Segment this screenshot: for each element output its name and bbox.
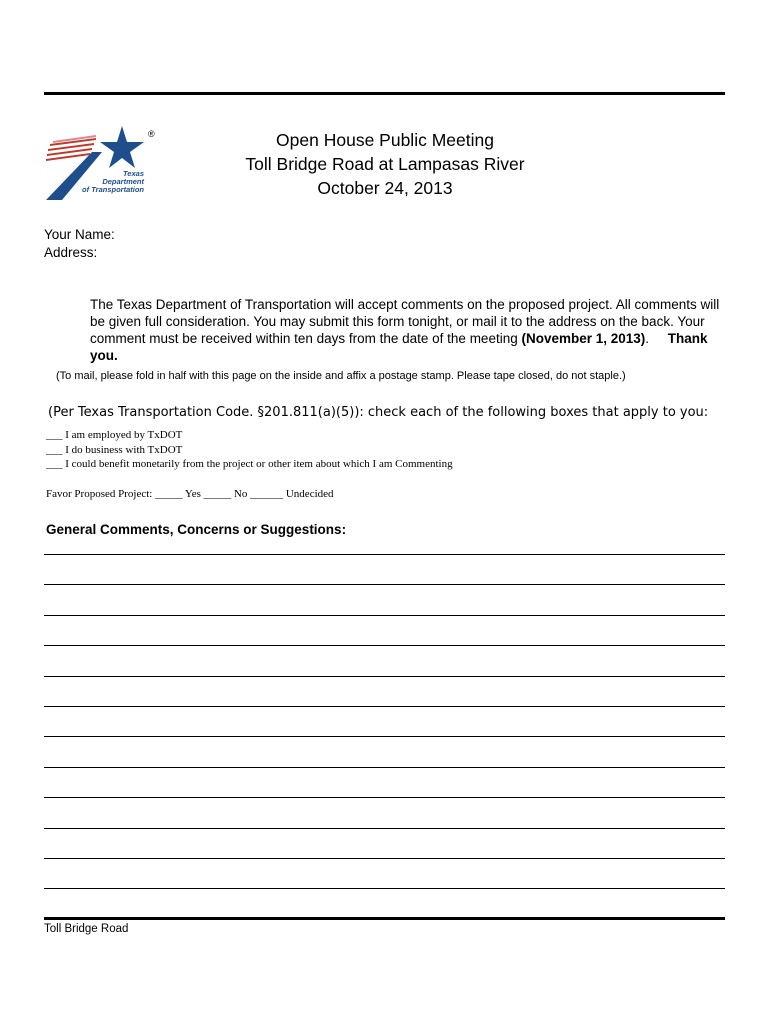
comment-line[interactable] — [44, 888, 725, 889]
checkbox-business-with-txdot[interactable]: ___ I do business with TxDOT — [46, 443, 183, 456]
page-title: Open House Public Meeting — [276, 130, 494, 150]
page-footer: Toll Bridge Road — [44, 923, 129, 935]
comment-line[interactable] — [44, 645, 725, 646]
address-field-label[interactable]: Address: — [44, 245, 98, 260]
logo-line-transportation: of Transportation — [82, 185, 144, 194]
meeting-title-block — [170, 128, 600, 200]
checkbox-benefit-monetarily[interactable]: ___ I could benefit monetarily from the project or other item about which I am Commenting — [46, 458, 453, 470]
comment-line[interactable] — [44, 767, 725, 768]
comments-heading: General Comments, Concerns or Suggestions: — [46, 522, 347, 537]
name-field-label[interactable]: Your Name: — [44, 227, 115, 242]
intro-text: The Texas Department of Transportation will accept comments on the proposed project. All comments will be given full consideration. You may submit this form tonight, or mail it to the address on the back. Your comment must be received within ten days from the date of the meeting — [90, 297, 720, 346]
logo-line-texas: Texas — [123, 169, 144, 178]
comment-line[interactable] — [44, 615, 725, 616]
thank-you-text: Thank you. — [90, 331, 708, 363]
meeting-date: October 24, 2013 — [317, 178, 453, 198]
meeting-location: Toll Bridge Road at Lampasas River — [245, 154, 525, 174]
mail-instructions: (To mail, please fold in half with this page on the inside and affix a postage stamp. Please tape closed, do not staple.) — [56, 370, 626, 382]
contact-fields — [44, 226, 115, 262]
bottom-divider — [44, 917, 725, 920]
disclosure-checklist — [46, 428, 453, 472]
comment-line[interactable] — [44, 736, 725, 737]
comment-line[interactable] — [44, 584, 725, 585]
intro-separator: . — [645, 331, 668, 346]
comment-line[interactable] — [44, 554, 725, 555]
comment-line[interactable] — [44, 676, 725, 677]
comment-line[interactable] — [44, 797, 725, 798]
favor-project-options[interactable]: Favor Proposed Project: _____ Yes _____ No ______ Undecided — [46, 488, 334, 500]
transportation-code-instruction: (Per Texas Transportation Code. §201.811(a)(5)): check each of the following boxes that apply to you: — [48, 405, 709, 420]
comment-line[interactable] — [44, 858, 725, 859]
registered-mark: ® — [148, 129, 155, 139]
comment-line[interactable] — [44, 706, 725, 707]
top-divider — [44, 92, 725, 95]
txdot-logo — [44, 124, 160, 202]
comment-line[interactable] — [44, 828, 725, 829]
intro-paragraph — [90, 296, 720, 364]
logo-line-department: Department — [102, 177, 144, 186]
comment-deadline: (November 1, 2013) — [521, 331, 646, 346]
checkbox-employed-by-txdot[interactable]: ___ I am employed by TxDOT — [46, 429, 183, 441]
